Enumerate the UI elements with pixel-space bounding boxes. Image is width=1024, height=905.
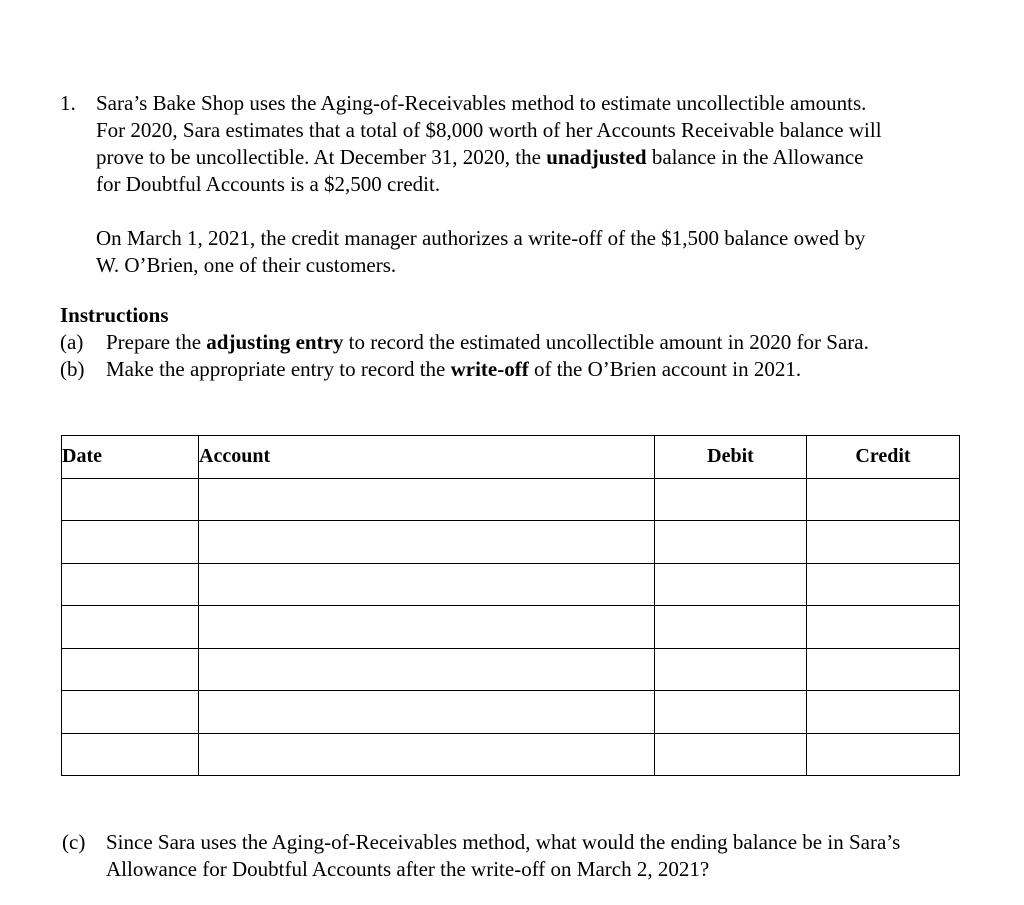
unadjusted-emphasis: unadjusted <box>546 145 647 169</box>
account-cell[interactable] <box>199 648 655 691</box>
account-cell[interactable] <box>199 691 655 734</box>
account-cell[interactable] <box>199 733 655 776</box>
date-cell[interactable] <box>62 563 199 606</box>
table-row <box>62 521 960 564</box>
date-cell[interactable] <box>62 733 199 776</box>
question-1-body <box>96 90 970 279</box>
instruction-a-text: Prepare the <box>106 330 207 354</box>
table-row <box>62 478 960 521</box>
adjusting-entry-emphasis: adjusting entry <box>206 330 344 354</box>
writeoff-paragraph <box>96 225 970 279</box>
question-c-line-1: Since Sara uses the Aging-of-Receivables method, what would the ending balance be in Sara’s <box>106 830 901 854</box>
account-cell[interactable] <box>199 563 655 606</box>
instruction-a-text-end: to record the estimated uncollectible amount in 2020 for Sara. <box>343 330 869 354</box>
question-c-line-2: Allowance for Doubtful Accounts after the write-off on March 2, 2021? <box>106 857 710 881</box>
date-cell[interactable] <box>62 521 199 564</box>
scenario-line-1: Sara’s Bake Shop uses the Aging-of-Receivables method to estimate uncollectible amounts. <box>96 91 867 115</box>
instruction-b-text: Make the appropriate entry to record the <box>106 357 451 381</box>
credit-cell[interactable] <box>807 478 960 521</box>
date-cell[interactable] <box>62 691 199 734</box>
scenario-line-3: prove to be uncollectible. At December 31, 2020, the <box>96 145 547 169</box>
question-c-label: (c) <box>62 830 86 854</box>
journal-entry-table <box>61 435 960 776</box>
table-row <box>62 563 960 606</box>
debit-cell[interactable] <box>655 563 807 606</box>
debit-cell[interactable] <box>655 648 807 691</box>
table-header-row <box>62 436 960 479</box>
debit-cell[interactable] <box>655 691 807 734</box>
debit-cell[interactable] <box>655 478 807 521</box>
credit-cell[interactable] <box>807 606 960 649</box>
instructions-title: Instructions <box>60 303 169 327</box>
column-header-account: Account <box>199 436 655 479</box>
account-cell[interactable] <box>199 478 655 521</box>
question-c <box>62 829 972 883</box>
instruction-a <box>60 329 980 356</box>
question-c-body <box>106 829 972 883</box>
account-cell[interactable] <box>199 521 655 564</box>
instruction-b-text-end: of the O’Brien account in 2021. <box>528 357 802 381</box>
table-row <box>62 606 960 649</box>
debit-cell[interactable] <box>655 606 807 649</box>
instruction-b <box>60 356 980 383</box>
scenario-paragraph <box>96 90 970 198</box>
credit-cell[interactable] <box>807 521 960 564</box>
question-number: 1. <box>60 91 76 115</box>
instructions <box>60 302 980 383</box>
account-cell[interactable] <box>199 606 655 649</box>
column-header-credit: Credit <box>807 436 960 479</box>
instruction-a-label: (a) <box>60 330 84 354</box>
instruction-b-label: (b) <box>60 357 85 381</box>
question-1 <box>60 90 970 279</box>
debit-cell[interactable] <box>655 521 807 564</box>
scenario-line-2: For 2020, Sara estimates that a total of $8,000 worth of her Accounts Receivable balance will <box>96 118 882 142</box>
credit-cell[interactable] <box>807 563 960 606</box>
date-cell[interactable] <box>62 606 199 649</box>
table-row <box>62 733 960 776</box>
scenario-line-4: for Doubtful Accounts is a $2,500 credit. <box>96 172 441 196</box>
table-row <box>62 648 960 691</box>
write-off-emphasis: write-off <box>450 357 529 381</box>
credit-cell[interactable] <box>807 691 960 734</box>
credit-cell[interactable] <box>807 733 960 776</box>
writeoff-line-1: On March 1, 2021, the credit manager authorizes a write-off of the $1,500 balance owed by <box>96 226 866 250</box>
column-header-debit: Debit <box>655 436 807 479</box>
date-cell[interactable] <box>62 478 199 521</box>
writeoff-line-2: W. O’Brien, one of their customers. <box>96 253 397 277</box>
debit-cell[interactable] <box>655 733 807 776</box>
date-cell[interactable] <box>62 648 199 691</box>
credit-cell[interactable] <box>807 648 960 691</box>
table-row <box>62 691 960 734</box>
scenario-line-3-end: balance in the Allowance <box>646 145 864 169</box>
column-header-date: Date <box>62 436 199 479</box>
